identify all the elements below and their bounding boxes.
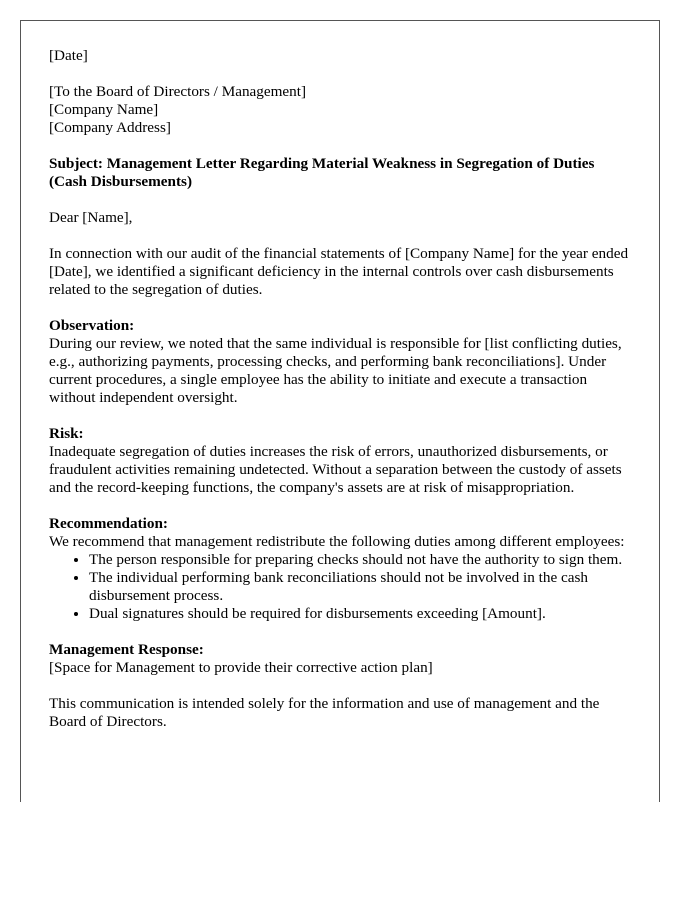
list-item: • Dual signatures should be required for disbursements exceeding [Amount]. xyxy=(89,605,631,623)
company-address: [Company Address] xyxy=(49,119,171,136)
recommendation-heading: Recommendation: xyxy=(49,515,168,532)
management-response-section xyxy=(49,641,631,677)
recipient-block xyxy=(49,83,631,137)
observation-text: During our review, we noted that the same individual is responsible for [list conflicting duties, e.g., authorizing payments, processing checks, and performing bank reconciliations]. Under current procedures, a single employee has the ability to initiate and execute a transaction without independent oversight. xyxy=(49,335,622,406)
recommendation-text: We recommend that management redistribute the following duties among different employees: xyxy=(49,533,625,550)
list-item: • The individual performing bank reconciliations should not be involved in the cash disbursement process. xyxy=(89,569,631,605)
risk-heading: Risk: xyxy=(49,425,84,442)
closing-paragraph: This communication is intended solely for the information and use of management and the Board of Directors. xyxy=(49,695,600,730)
salutation: Dear [Name], xyxy=(49,209,133,226)
observation-section xyxy=(49,317,631,407)
risk-section xyxy=(49,425,631,497)
management-response-text: [Space for Management to provide their corrective action plan] xyxy=(49,659,433,676)
letter-subject: Subject: Management Letter Regarding Material Weakness in Segregation of Duties (Cash Disbursements) xyxy=(49,155,595,190)
intro-paragraph: In connection with our audit of the financial statements of [Company Name] for the year ended [Date], we identified a significant deficiency in the internal controls over cash disbursements related to the segregation of duties. xyxy=(49,245,629,298)
observation-heading: Observation: xyxy=(49,317,135,334)
recipient-line: [To the Board of Directors / Management] xyxy=(49,83,307,100)
letter-date: [Date] xyxy=(49,47,88,64)
letter-page xyxy=(20,20,660,802)
management-response-heading: Management Response: xyxy=(49,641,204,658)
list-item: • The person responsible for preparing checks should not have the authority to sign them. xyxy=(89,551,631,569)
company-name: [Company Name] xyxy=(49,101,159,118)
recommendation-list xyxy=(49,551,631,623)
recommendation-section xyxy=(49,515,631,623)
risk-text: Inadequate segregation of duties increases the risk of errors, unauthorized disbursements, or fraudulent activities remaining undetected. Without a separation between the custody of assets and the record-keeping functions, the company's assets are at risk of misappropriation. xyxy=(49,443,622,496)
